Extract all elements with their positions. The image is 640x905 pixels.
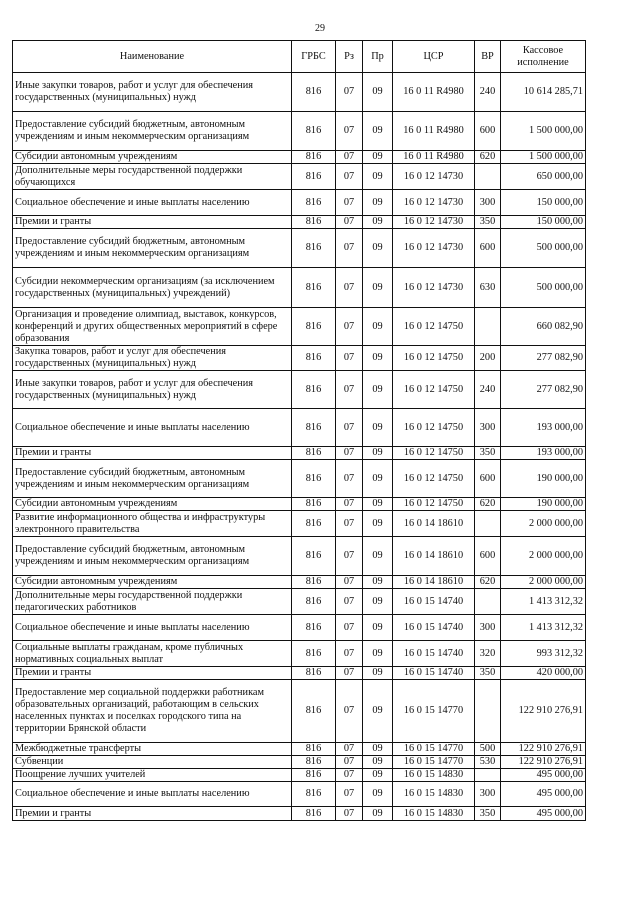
row-pr: 09 xyxy=(363,667,393,680)
row-amount: 2 000 000,00 xyxy=(501,537,586,576)
row-rz: 07 xyxy=(336,371,363,409)
row-csr: 16 0 12 14730 xyxy=(393,268,475,308)
table-row xyxy=(13,743,586,756)
row-amount: 650 000,00 xyxy=(501,164,586,190)
table-row xyxy=(13,112,586,151)
table-row xyxy=(13,371,586,409)
row-vr: 350 xyxy=(475,216,501,229)
budget-execution-table xyxy=(12,40,586,821)
row-vr xyxy=(475,308,501,346)
row-grbs: 816 xyxy=(292,615,336,641)
row-name: Субсидии автономным учреждениям xyxy=(13,576,292,589)
row-pr: 09 xyxy=(363,229,393,268)
row-rz: 07 xyxy=(336,409,363,447)
row-grbs: 816 xyxy=(292,667,336,680)
row-amount: 495 000,00 xyxy=(501,782,586,807)
row-name: Иные закупки товаров, работ и услуг для обеспечения государственных (муниципальных) нужд xyxy=(13,73,292,112)
table-row xyxy=(13,460,586,498)
row-vr xyxy=(475,769,501,782)
row-name: Премии и гранты xyxy=(13,447,292,460)
row-csr: 16 0 11 R4980 xyxy=(393,73,475,112)
row-grbs: 816 xyxy=(292,460,336,498)
row-amount: 150 000,00 xyxy=(501,216,586,229)
row-csr: 16 0 12 14750 xyxy=(393,346,475,371)
row-grbs: 816 xyxy=(292,576,336,589)
table-row xyxy=(13,769,586,782)
row-pr: 09 xyxy=(363,268,393,308)
table-row xyxy=(13,807,586,821)
table-row xyxy=(13,73,586,112)
row-csr: 16 0 11 R4980 xyxy=(393,112,475,151)
row-pr: 09 xyxy=(363,498,393,511)
row-name: Субвенции xyxy=(13,756,292,769)
row-rz: 07 xyxy=(336,589,363,615)
row-pr: 09 xyxy=(363,511,393,537)
table-row xyxy=(13,164,586,190)
row-name: Дополнительные меры государственной поддержки обучающихся xyxy=(13,164,292,190)
row-pr: 09 xyxy=(363,346,393,371)
row-csr: 16 0 14 18610 xyxy=(393,537,475,576)
row-name: Премии и гранты xyxy=(13,667,292,680)
row-vr: 300 xyxy=(475,615,501,641)
row-csr: 16 0 12 14750 xyxy=(393,460,475,498)
row-amount: 122 910 276,91 xyxy=(501,743,586,756)
header-name: Наименование xyxy=(13,41,292,73)
row-grbs: 816 xyxy=(292,151,336,164)
row-pr: 09 xyxy=(363,769,393,782)
row-vr: 500 xyxy=(475,743,501,756)
row-rz: 07 xyxy=(336,216,363,229)
row-vr: 600 xyxy=(475,537,501,576)
row-grbs: 816 xyxy=(292,447,336,460)
row-name: Предоставление субсидий бюджетным, автономным учреждениям и иным некоммерческим организациям xyxy=(13,537,292,576)
header-grbs: ГРБС xyxy=(292,41,336,73)
row-grbs: 816 xyxy=(292,112,336,151)
row-grbs: 816 xyxy=(292,216,336,229)
row-name: Социальные выплаты гражданам, кроме публичных нормативных социальных выплат xyxy=(13,641,292,667)
row-name: Субсидии автономным учреждениям xyxy=(13,498,292,511)
row-rz: 07 xyxy=(336,537,363,576)
row-csr: 16 0 15 14770 xyxy=(393,743,475,756)
row-vr: 600 xyxy=(475,229,501,268)
row-pr: 09 xyxy=(363,73,393,112)
row-rz: 07 xyxy=(336,615,363,641)
row-pr: 09 xyxy=(363,371,393,409)
row-amount: 277 082,90 xyxy=(501,346,586,371)
row-name: Дополнительные меры государственной поддержки педагогических работников xyxy=(13,589,292,615)
row-name: Социальное обеспечение и иные выплаты населению xyxy=(13,190,292,216)
row-pr: 09 xyxy=(363,447,393,460)
row-pr: 09 xyxy=(363,151,393,164)
row-vr: 350 xyxy=(475,807,501,821)
table-row xyxy=(13,756,586,769)
row-name: Поощрение лучших учителей xyxy=(13,769,292,782)
row-name: Социальное обеспечение и иные выплаты населению xyxy=(13,782,292,807)
row-csr: 16 0 12 14750 xyxy=(393,447,475,460)
row-grbs: 816 xyxy=(292,498,336,511)
row-grbs: 816 xyxy=(292,164,336,190)
row-pr: 09 xyxy=(363,537,393,576)
page-number: 29 xyxy=(315,23,325,34)
row-name: Субсидии автономным учреждениям xyxy=(13,151,292,164)
row-csr: 16 0 12 14750 xyxy=(393,371,475,409)
row-rz: 07 xyxy=(336,308,363,346)
table-row xyxy=(13,190,586,216)
row-grbs: 816 xyxy=(292,589,336,615)
header-rz: Рз xyxy=(336,41,363,73)
row-grbs: 816 xyxy=(292,756,336,769)
row-amount: 495 000,00 xyxy=(501,807,586,821)
table-header-row xyxy=(13,41,586,73)
row-amount: 660 082,90 xyxy=(501,308,586,346)
row-name: Премии и гранты xyxy=(13,807,292,821)
header-pr: Пр xyxy=(363,41,393,73)
row-grbs: 816 xyxy=(292,641,336,667)
row-rz: 07 xyxy=(336,229,363,268)
row-vr: 320 xyxy=(475,641,501,667)
row-grbs: 816 xyxy=(292,409,336,447)
row-pr: 09 xyxy=(363,756,393,769)
row-vr: 600 xyxy=(475,112,501,151)
row-name: Предоставление мер социальной поддержки работникам образовательных организаций, работающим в сельских населенных пунктах и поселках городского типа на территории Брянской области xyxy=(13,680,292,743)
row-vr: 620 xyxy=(475,151,501,164)
row-vr: 300 xyxy=(475,409,501,447)
row-rz: 07 xyxy=(336,807,363,821)
row-csr: 16 0 14 18610 xyxy=(393,511,475,537)
row-amount: 2 000 000,00 xyxy=(501,576,586,589)
row-csr: 16 0 15 14770 xyxy=(393,756,475,769)
row-csr: 16 0 15 14740 xyxy=(393,589,475,615)
row-vr xyxy=(475,680,501,743)
row-grbs: 816 xyxy=(292,680,336,743)
table-row xyxy=(13,151,586,164)
row-rz: 07 xyxy=(336,511,363,537)
row-grbs: 816 xyxy=(292,346,336,371)
table-row xyxy=(13,346,586,371)
row-grbs: 816 xyxy=(292,537,336,576)
row-pr: 09 xyxy=(363,190,393,216)
row-vr: 630 xyxy=(475,268,501,308)
row-pr: 09 xyxy=(363,680,393,743)
row-amount: 193 000,00 xyxy=(501,447,586,460)
header-csr: ЦСР xyxy=(393,41,475,73)
row-rz: 07 xyxy=(336,112,363,151)
table-row xyxy=(13,511,586,537)
row-csr: 16 0 15 14770 xyxy=(393,680,475,743)
row-rz: 07 xyxy=(336,680,363,743)
row-vr: 530 xyxy=(475,756,501,769)
row-name: Предоставление субсидий бюджетным, автономным учреждениям и иным некоммерческим организациям xyxy=(13,460,292,498)
row-amount: 1 413 312,32 xyxy=(501,615,586,641)
row-grbs: 816 xyxy=(292,743,336,756)
row-grbs: 816 xyxy=(292,782,336,807)
row-csr: 16 0 14 18610 xyxy=(393,576,475,589)
row-pr: 09 xyxy=(363,589,393,615)
row-rz: 07 xyxy=(336,667,363,680)
row-amount: 277 082,90 xyxy=(501,371,586,409)
table-row xyxy=(13,589,586,615)
row-vr: 200 xyxy=(475,346,501,371)
row-csr: 16 0 11 R4980 xyxy=(393,151,475,164)
row-pr: 09 xyxy=(363,782,393,807)
row-vr xyxy=(475,511,501,537)
row-name: Социальное обеспечение и иные выплаты населению xyxy=(13,615,292,641)
table-row xyxy=(13,641,586,667)
row-vr: 240 xyxy=(475,371,501,409)
row-csr: 16 0 15 14740 xyxy=(393,615,475,641)
row-vr xyxy=(475,589,501,615)
table-row xyxy=(13,216,586,229)
row-vr: 240 xyxy=(475,73,501,112)
row-grbs: 816 xyxy=(292,190,336,216)
row-amount: 1 413 312,32 xyxy=(501,589,586,615)
row-amount: 122 910 276,91 xyxy=(501,680,586,743)
row-amount: 10 614 285,71 xyxy=(501,73,586,112)
row-pr: 09 xyxy=(363,460,393,498)
table-row xyxy=(13,268,586,308)
row-grbs: 816 xyxy=(292,229,336,268)
row-pr: 09 xyxy=(363,164,393,190)
row-grbs: 816 xyxy=(292,807,336,821)
table-row xyxy=(13,308,586,346)
row-rz: 07 xyxy=(336,769,363,782)
row-amount: 193 000,00 xyxy=(501,409,586,447)
table-row xyxy=(13,615,586,641)
row-csr: 16 0 15 14830 xyxy=(393,807,475,821)
row-name: Премии и гранты xyxy=(13,216,292,229)
row-rz: 07 xyxy=(336,641,363,667)
row-vr: 350 xyxy=(475,447,501,460)
row-csr: 16 0 15 14830 xyxy=(393,782,475,807)
row-rz: 07 xyxy=(336,346,363,371)
table-row xyxy=(13,498,586,511)
row-name: Иные закупки товаров, работ и услуг для обеспечения государственных (муниципальных) нужд xyxy=(13,371,292,409)
row-amount: 190 000,00 xyxy=(501,498,586,511)
table-row xyxy=(13,680,586,743)
row-rz: 07 xyxy=(336,460,363,498)
row-name: Межбюджетные трансферты xyxy=(13,743,292,756)
row-pr: 09 xyxy=(363,409,393,447)
row-name: Предоставление субсидий бюджетным, автономным учреждениям и иным некоммерческим организациям xyxy=(13,229,292,268)
row-rz: 07 xyxy=(336,756,363,769)
row-rz: 07 xyxy=(336,743,363,756)
row-amount: 495 000,00 xyxy=(501,769,586,782)
table-row xyxy=(13,782,586,807)
row-pr: 09 xyxy=(363,641,393,667)
row-amount: 190 000,00 xyxy=(501,460,586,498)
row-csr: 16 0 12 14730 xyxy=(393,164,475,190)
row-name: Закупка товаров, работ и услуг для обеспечения государственных (муниципальных) нужд xyxy=(13,346,292,371)
row-amount: 500 000,00 xyxy=(501,268,586,308)
row-pr: 09 xyxy=(363,308,393,346)
row-amount: 150 000,00 xyxy=(501,190,586,216)
table-row xyxy=(13,229,586,268)
row-vr: 300 xyxy=(475,782,501,807)
row-csr: 16 0 12 14750 xyxy=(393,409,475,447)
row-rz: 07 xyxy=(336,447,363,460)
row-pr: 09 xyxy=(363,743,393,756)
row-rz: 07 xyxy=(336,782,363,807)
row-pr: 09 xyxy=(363,576,393,589)
row-grbs: 816 xyxy=(292,73,336,112)
row-amount: 122 910 276,91 xyxy=(501,756,586,769)
row-grbs: 816 xyxy=(292,371,336,409)
row-amount: 420 000,00 xyxy=(501,667,586,680)
row-grbs: 816 xyxy=(292,511,336,537)
row-rz: 07 xyxy=(336,151,363,164)
row-csr: 16 0 15 14830 xyxy=(393,769,475,782)
row-grbs: 816 xyxy=(292,769,336,782)
row-pr: 09 xyxy=(363,112,393,151)
row-vr: 350 xyxy=(475,667,501,680)
row-amount: 993 312,32 xyxy=(501,641,586,667)
row-csr: 16 0 12 14730 xyxy=(393,229,475,268)
row-rz: 07 xyxy=(336,164,363,190)
row-rz: 07 xyxy=(336,268,363,308)
row-amount: 2 000 000,00 xyxy=(501,511,586,537)
row-name: Предоставление субсидий бюджетным, автономным учреждениям и иным некоммерческим организациям xyxy=(13,112,292,151)
row-amount: 1 500 000,00 xyxy=(501,151,586,164)
table-row xyxy=(13,447,586,460)
row-vr: 620 xyxy=(475,576,501,589)
row-rz: 07 xyxy=(336,190,363,216)
row-csr: 16 0 15 14740 xyxy=(393,667,475,680)
table-row xyxy=(13,409,586,447)
table-row xyxy=(13,667,586,680)
row-grbs: 816 xyxy=(292,268,336,308)
row-csr: 16 0 12 14730 xyxy=(393,190,475,216)
row-amount: 500 000,00 xyxy=(501,229,586,268)
row-name: Социальное обеспечение и иные выплаты населению xyxy=(13,409,292,447)
row-name: Организация и проведение олимпиад, выставок, конкурсов, конференций и других общественных мероприятий в сфере образования xyxy=(13,308,292,346)
row-amount: 1 500 000,00 xyxy=(501,112,586,151)
row-grbs: 816 xyxy=(292,308,336,346)
row-vr: 600 xyxy=(475,460,501,498)
row-pr: 09 xyxy=(363,807,393,821)
row-name: Развитие информационного общества и инфраструктуры электронного правительства xyxy=(13,511,292,537)
row-vr: 300 xyxy=(475,190,501,216)
row-pr: 09 xyxy=(363,615,393,641)
table-row xyxy=(13,537,586,576)
table-row xyxy=(13,576,586,589)
row-vr xyxy=(475,164,501,190)
row-vr: 620 xyxy=(475,498,501,511)
row-name: Субсидии некоммерческим организациям (за исключением государственных (муниципальных) учреждений) xyxy=(13,268,292,308)
row-rz: 07 xyxy=(336,73,363,112)
row-rz: 07 xyxy=(336,498,363,511)
row-csr: 16 0 15 14740 xyxy=(393,641,475,667)
row-csr: 16 0 12 14750 xyxy=(393,308,475,346)
row-csr: 16 0 12 14730 xyxy=(393,216,475,229)
header-amount: Кассовое исполнение xyxy=(501,41,586,73)
row-pr: 09 xyxy=(363,216,393,229)
row-csr: 16 0 12 14750 xyxy=(393,498,475,511)
header-vr: ВР xyxy=(475,41,501,73)
row-rz: 07 xyxy=(336,576,363,589)
